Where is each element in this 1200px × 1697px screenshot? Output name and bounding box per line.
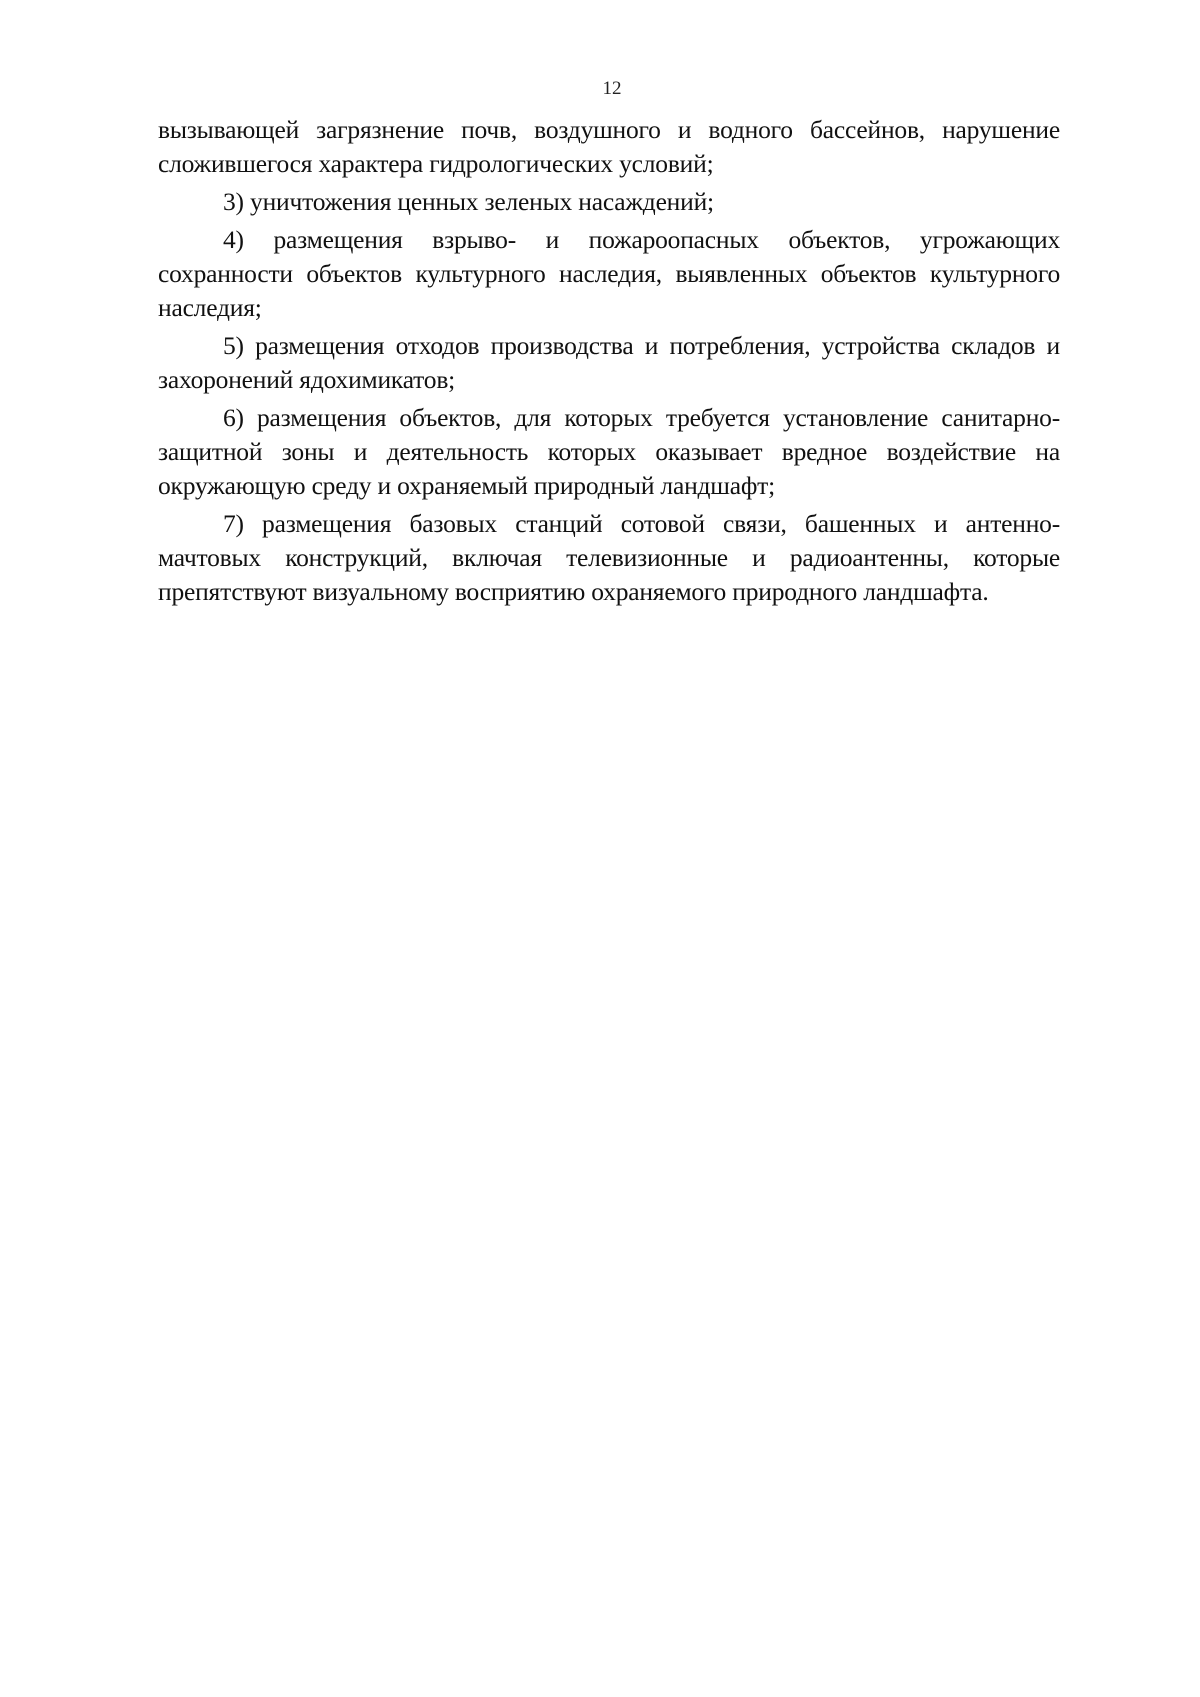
list-item-4: 4) размещения взрыво- и пожароопасных объектов, угрожающих сохранности объектов культурного наследия, выявленных объектов культурного наследия; bbox=[158, 225, 1060, 322]
document-body bbox=[158, 113, 1060, 609]
list-item-7: 7) размещения базовых станций сотовой связи, башенных и антенно-мачтовых конструкций, включая телевизионные и радиоантенны, которые препятствуют визуальному восприятию охраняемого природного ландшафта. bbox=[158, 509, 1060, 606]
list-item-6: 6) размещения объектов, для которых требуется установление санитарно-защитной зоны и деятельность которых оказывает вредное воздействие на окружающую среду и охраняемый природный ландшафт; bbox=[158, 403, 1060, 500]
paragraph-continuation: вызывающей загрязнение почв, воздушного и водного бассейнов, нарушение сложившегося характера гидрологических условий; bbox=[158, 115, 1060, 178]
page-number: 12 bbox=[602, 78, 622, 99]
list-item-3: 3) уничтожения ценных зеленых насаждений; bbox=[223, 187, 714, 216]
list-item-5: 5) размещения отходов производства и потребления, устройства складов и захоронений ядохимикатов; bbox=[158, 331, 1060, 394]
